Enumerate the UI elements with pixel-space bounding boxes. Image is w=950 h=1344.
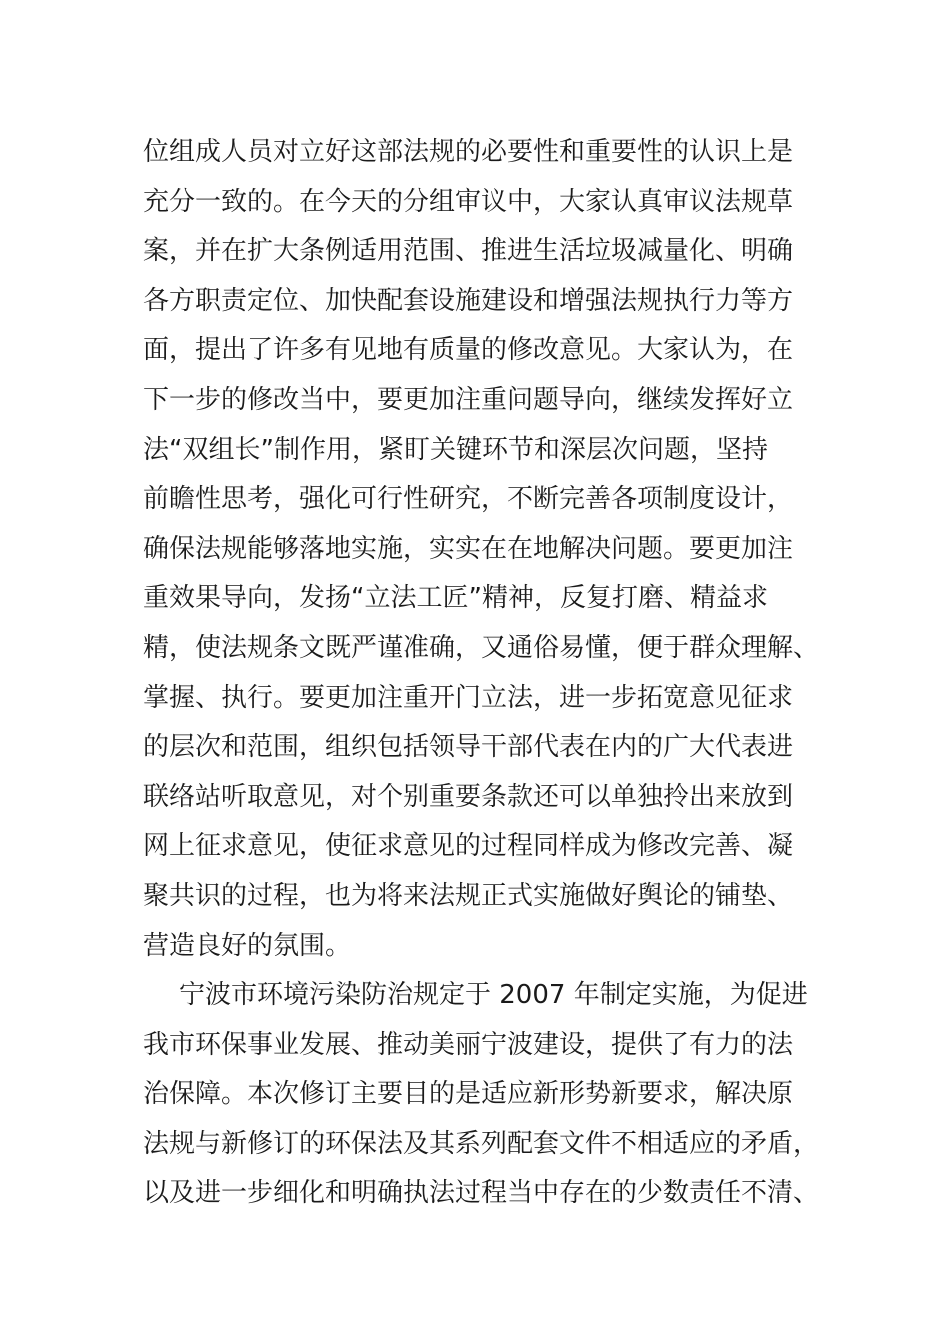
text-line: 下一步的修改当中，要更加注重问题导向，继续发挥好立 (143, 384, 794, 415)
text-line: 充分一致的。在今天的分组审议中，大家认真审议法规草 (143, 186, 794, 217)
text-line: 各方职责定位、加快配套设施建设和增强法规执行力等方 (143, 285, 794, 316)
text-line: 我市环保事业发展、推动美丽宁波建设，提供了有力的法 (143, 1029, 794, 1060)
paragraph-1 (143, 128, 820, 971)
text-line: 法规与新修订的环保法及其系列配套文件不相适应的矛盾， (143, 1128, 820, 1159)
text-line: 联络站听取意见，对个别重要条款还可以单独拎出来放到 (143, 781, 794, 812)
text-line: 面，提出了许多有见地有质量的修改意见。大家认为，在 (143, 335, 794, 366)
text-line: 确保法规能够落地实施，实实在在地解决问题。要更加注 (143, 533, 794, 564)
text-line: 的层次和范围，组织包括领导干部代表在内的广大代表进 (143, 732, 794, 763)
text-line: 重效果导向，发扬“立法工匠”精神，反复打磨、精益求 (143, 583, 768, 614)
text-line: 案，并在扩大条例适用范围、推进生活垃圾减量化、明确 (143, 236, 794, 267)
text-line: 精，使法规条文既严谨准确，又通俗易懂，便于群众理解、 (143, 632, 820, 663)
text-line: 法“双组长”制作用，紧盯关键环节和深层次问题，坚持 (143, 434, 768, 465)
paragraph-2 (143, 971, 820, 1219)
text-line: 治保障。本次修订主要目的是适应新形势新要求，解决原 (143, 1079, 794, 1110)
text-line: 位组成人员对立好这部法规的必要性和重要性的认识上是 (143, 137, 794, 167)
text-line: 营造良好的氛围。 (143, 930, 352, 961)
document-body (143, 128, 820, 1219)
text-line: 以及进一步细化和明确执法过程当中存在的少数责任不清、 (143, 1178, 820, 1209)
text-line: 聚共识的过程，也为将来法规正式实施做好舆论的铺垫、 (143, 880, 794, 911)
text-line: 掌握、执行。要更加注重开门立法，进一步拓宽意见征求 (143, 682, 794, 713)
text-line: 宁波市环境污染防治规定于 2007 年制定实施，为促进 (179, 980, 808, 1011)
text-line: 网上征求意见，使征求意见的过程同样成为修改完善、凝 (143, 831, 794, 862)
text-line: 前瞻性思考，强化可行性研究，不断完善各项制度设计， (143, 484, 794, 515)
